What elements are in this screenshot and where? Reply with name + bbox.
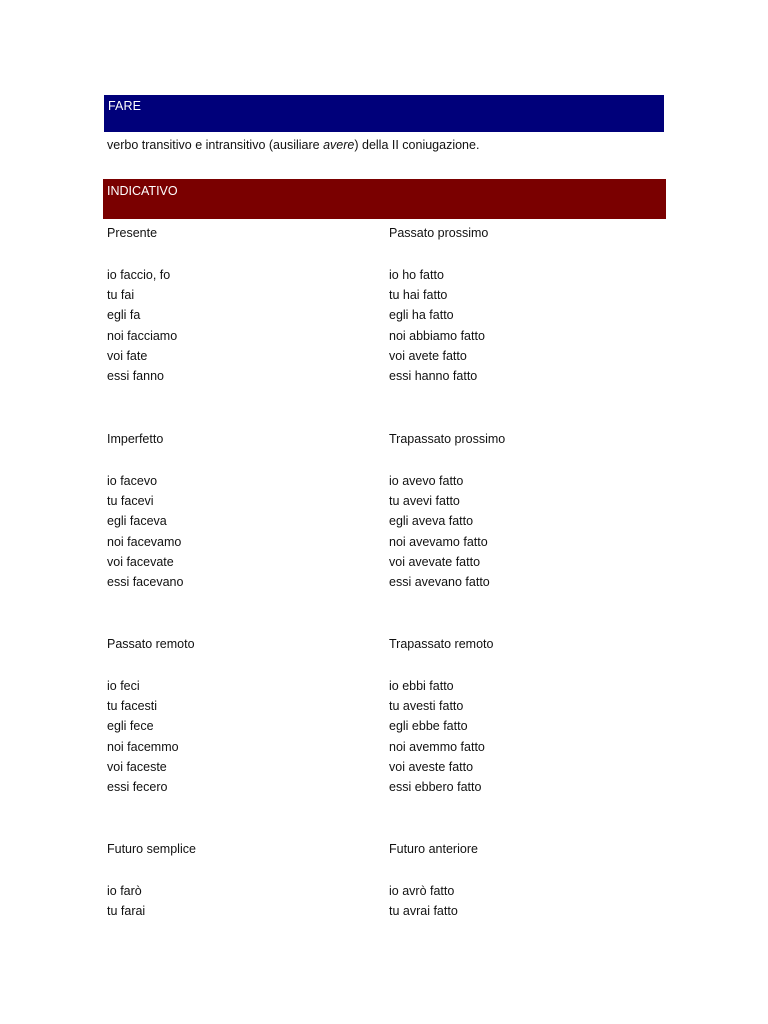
form-item: tu avesti fatto [389, 699, 464, 714]
form-item: io avrò fatto [389, 884, 455, 898]
form-item: noi avevamo fatto [389, 534, 488, 549]
form-item: essi facevano [107, 574, 184, 589]
description-suffix: ) della II coniugazione. [354, 138, 480, 152]
form-item: voi avete fatto [389, 348, 467, 363]
tense-trapassato-prossimo [389, 429, 649, 592]
tense-futuro-anteriore [389, 839, 649, 921]
form-item: tu fai [107, 288, 135, 303]
verb-description [107, 138, 479, 152]
form-item: noi facemmo [107, 739, 179, 754]
tense-forms [389, 471, 649, 592]
form-item: tu farai [107, 904, 146, 919]
mood-section-title: INDICATIVO [107, 184, 178, 198]
tense-forms [107, 881, 367, 921]
form-item: io avevo fatto [389, 474, 464, 488]
form-item: essi avevano fatto [389, 574, 490, 589]
tense-name: Passato prossimo [389, 226, 489, 240]
form-item: egli fece [107, 719, 154, 734]
form-item: voi avevate fatto [389, 554, 481, 569]
form-item: tu avrai fatto [389, 904, 458, 919]
form-item: io faccio, fo [107, 268, 171, 282]
form-item: voi aveste fatto [389, 759, 474, 774]
tense-forms [389, 265, 649, 386]
description-auxiliary: avere [323, 138, 355, 152]
form-item: io facevo [107, 474, 158, 488]
tense-futuro-semplice [107, 839, 367, 921]
tense-forms [389, 881, 649, 921]
form-item: egli ebbe fatto [389, 719, 468, 734]
form-item: voi facevate [107, 554, 174, 569]
form-item: essi fanno [107, 368, 164, 383]
tense-imperfetto [107, 429, 367, 592]
form-item: noi avemmo fatto [389, 739, 485, 754]
form-item: essi fecero [107, 779, 168, 794]
form-item: tu avevi fatto [389, 494, 460, 509]
tense-name: Trapassato remoto [389, 637, 494, 651]
form-item: tu facesti [107, 699, 158, 714]
form-item: noi facevamo [107, 534, 182, 549]
form-item: io ebbi fatto [389, 679, 454, 693]
form-item: io ho fatto [389, 268, 444, 282]
mood-section-bar [103, 179, 666, 219]
form-item: egli aveva fatto [389, 514, 474, 529]
tense-name: Futuro anteriore [389, 842, 478, 856]
form-item: io farò [107, 884, 142, 898]
tense-name: Trapassato prossimo [389, 432, 506, 446]
verb-title: FARE [108, 99, 142, 113]
description-prefix: verbo transitivo e intransitivo (ausiliare [107, 138, 324, 152]
form-item: voi faceste [107, 759, 167, 774]
form-item: io feci [107, 679, 140, 693]
tense-name: Passato remoto [107, 637, 195, 651]
form-item: egli ha fatto [389, 308, 454, 323]
tense-trapassato-remoto [389, 634, 649, 797]
form-item: egli faceva [107, 514, 167, 529]
tense-name: Presente [107, 226, 158, 240]
form-item: egli fa [107, 308, 141, 323]
form-item: tu hai fatto [389, 288, 448, 303]
tense-forms [107, 676, 367, 797]
form-item: tu facevi [107, 494, 154, 509]
tense-forms [107, 471, 367, 592]
tense-forms [389, 676, 649, 797]
form-item: essi ebbero fatto [389, 779, 482, 794]
form-item: noi abbiamo fatto [389, 328, 485, 343]
tense-presente [107, 223, 367, 386]
tense-name: Imperfetto [107, 432, 164, 446]
tense-name: Futuro semplice [107, 842, 196, 856]
form-item: essi hanno fatto [389, 368, 478, 383]
form-item: noi facciamo [107, 328, 178, 343]
form-item: voi fate [107, 348, 148, 363]
tense-forms [107, 265, 367, 386]
tense-passato-remoto [107, 634, 367, 797]
tense-passato-prossimo [389, 223, 649, 386]
verb-title-bar [104, 95, 664, 132]
